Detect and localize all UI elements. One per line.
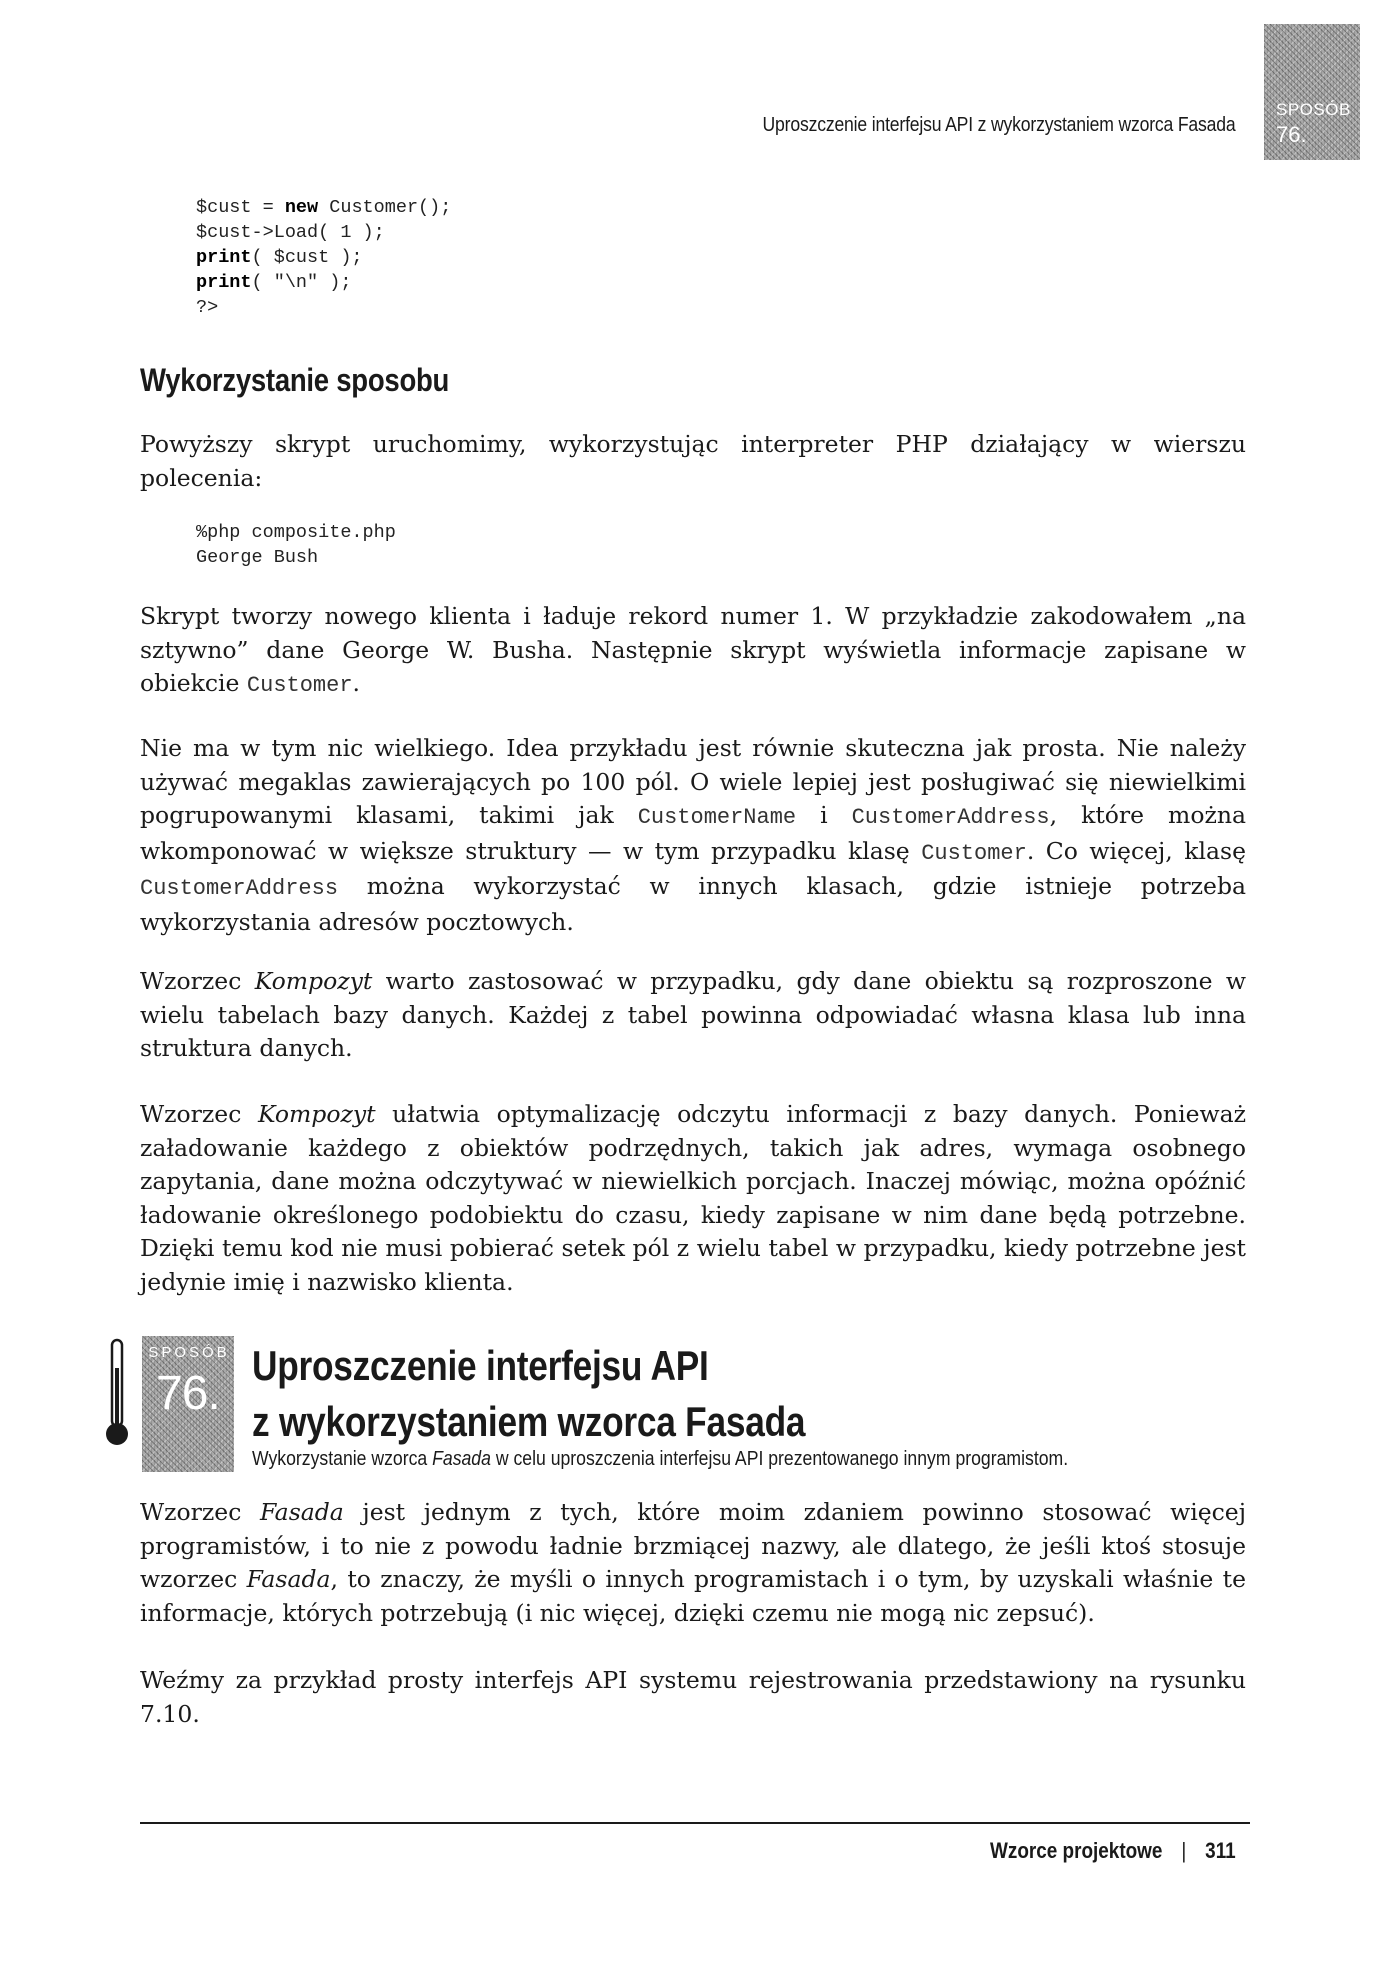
code-line: $cust->Load( 1 ); — [196, 222, 385, 243]
code-line: print( "\n" ); — [196, 272, 352, 293]
paragraph-fasada-intro: Wzorzec Fasada jest jednym z tych, które moim zdaniem powinno stosować więcej programistów, i to nie z powodu ładnie brzmiącej nazwy, ale dlatego, że jeśli ktoś stosuje wzorzec Fasada, to znaczy, że myśli o innych programistach i o tym, by uzyskali właśnie te informacje, których potrzebują (i nic więcej, dzięki czemu nie mogą nic zepsuć). — [140, 1498, 1246, 1627]
running-header-title: Uproszczenie interfejsu API z wykorzystaniem wzorca Fasada — [762, 114, 1236, 136]
code-line: ?> — [196, 297, 219, 318]
thermometer-icon — [104, 1338, 130, 1450]
section-subtitle: Wykorzystanie wzorca Fasada w celu uproszczenia interfejsu API prezentowanego innym programistom. — [252, 1447, 1069, 1470]
paragraph-intro: Powyższy skrypt uruchomimy, wykorzystując interpreter PHP działający w wierszu polecenia: — [140, 430, 1246, 492]
paragraph-fasada-example: Weźmy za przykład prosty interfejs API systemu rejestrowania przedstawiony na rysunku 7.10. — [140, 1666, 1246, 1728]
inline-code: CustomerAddress — [851, 805, 1050, 830]
header-sposob-badge — [1264, 24, 1360, 160]
inline-code: Customer — [921, 840, 1027, 866]
section-sposob-badge — [142, 1336, 234, 1472]
paragraph-script-output: Skrypt tworzy nowego klienta i ładuje rekord numer 1. W przykładzie zakodowałem „na sztywno” dane George W. Busha. Następnie skrypt wyświetla informacje zapisane w obiekcie Customer. — [140, 602, 1246, 698]
paragraph-megaklasy: Nie ma w tym nic wielkiego. Idea przykładu jest równie skuteczna jak prosta. Nie należy używać megaklas zawierających po 100 pól. O wiele lepiej jest posługiwać się niewielkimi pogrupowanymi klasami, takimi jak CustomerName i CustomerAddress, które można wkomponować w większe struktury — w tym przypadku klasę Customer. Co więcej, klasę CustomerAddress można wykorzystać w innych klasach, gdzie istnieje potrzeba wykorzystania adresów pocztowych. — [140, 734, 1247, 936]
footer-chapter: Wzorce projektowe — [990, 1838, 1163, 1863]
section-title-fasada: Uproszczenie interfejsu API z wykorzystaniem wzorca Fasada — [252, 1342, 806, 1445]
header-badge-number: 76. — [1276, 122, 1307, 147]
section-badge-number: 76. — [156, 1367, 220, 1420]
code-line: print( $cust ); — [196, 247, 363, 268]
code-line: George Bush — [196, 547, 319, 568]
section-heading-wykorzystanie: Wykorzystanie sposobu — [140, 362, 450, 398]
page-number: 311 — [1205, 1838, 1236, 1863]
code-block-customer — [196, 195, 451, 320]
footer-separator: | — [1181, 1838, 1187, 1863]
inline-code: CustomerName — [637, 805, 797, 830]
code-line: $cust = new Customer(); — [196, 197, 452, 218]
code-line: %php composite.php — [196, 522, 396, 543]
paragraph-kompozyt-2: Wzorzec Kompozyt ułatwia optymalizację odczytu informacji z bazy danych. Ponieważ załadowanie każdego z obiektów podrzędnych, takich jak adres, wymaga osobnego zapytania, dane można odczytywać w niewielkich porcjach. Inaczej mówiąc, można opóźnić ładowanie określonego podobiektu do czasu, kiedy zapisane w nim dane będą potrzebne. Dzięki temu kod nie musi pobierać setek pól z wielu tabel w przypadku, kiedy potrzebne jest jedynie imię i nazwisko klienta. — [140, 1100, 1246, 1296]
inline-code: Customer — [246, 673, 353, 698]
section-badge-label: SPOSÓB — [148, 1344, 230, 1361]
inline-code: CustomerAddress — [140, 876, 339, 901]
page-footer — [990, 1838, 1236, 1864]
paragraph-kompozyt-1: Wzorzec Kompozyt warto zastosować w przypadku, gdy dane obiektu są rozproszone w wielu tabelach bazy danych. Każdej z tabel powinna odpowiadać własna klasa lub inna struktura danych. — [140, 967, 1247, 1062]
code-block-command — [196, 520, 396, 570]
footer-rule — [140, 1822, 1250, 1824]
header-badge-label: SPOSÓB — [1276, 100, 1351, 119]
